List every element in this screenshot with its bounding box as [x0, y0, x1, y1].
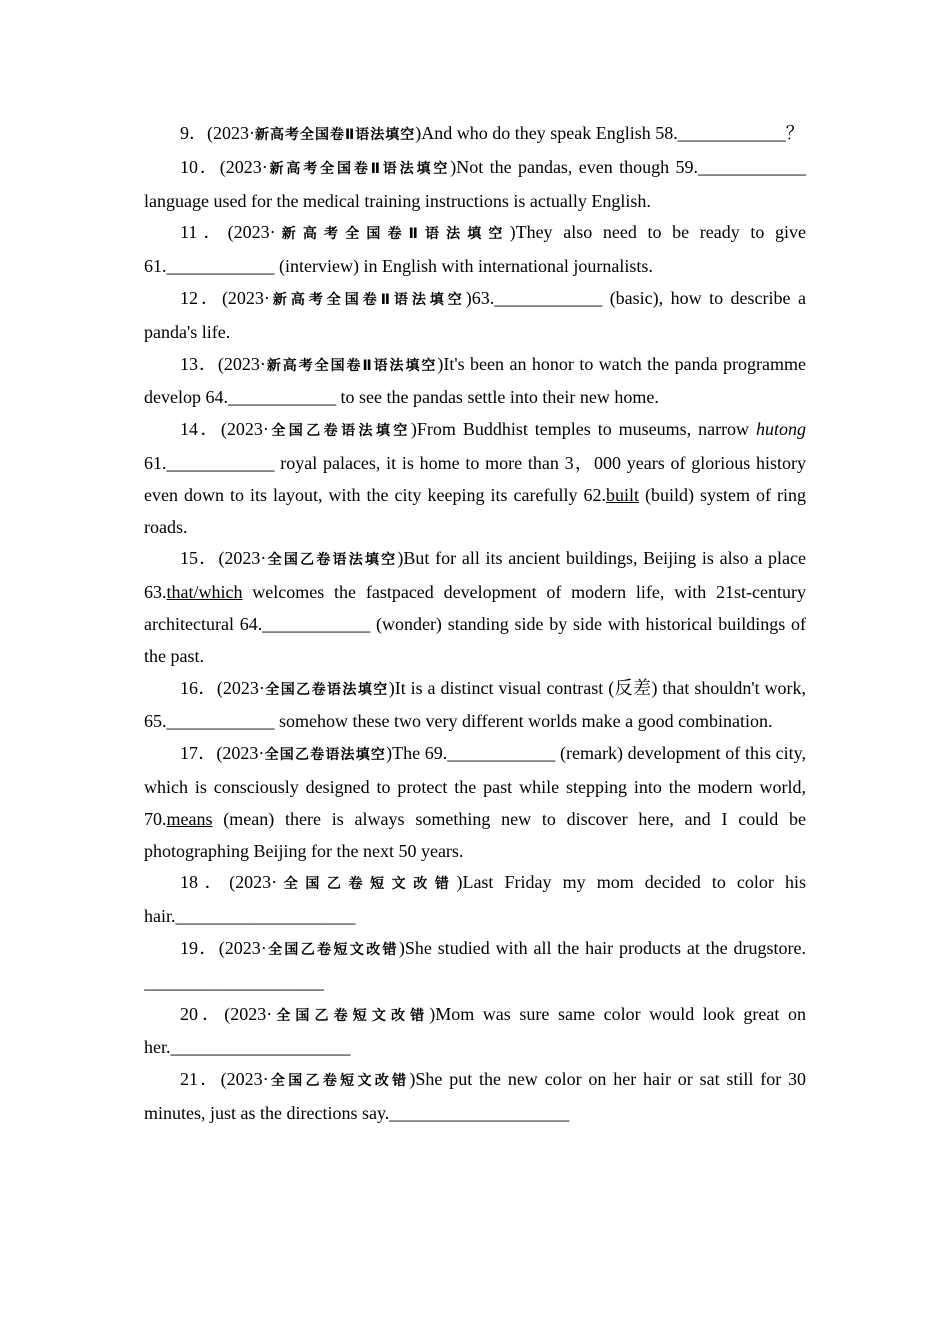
question-item [144, 283, 806, 349]
question-text: (mean) there is always something new to discover here, and I could be photographing Beijing for the next 50 years. [144, 808, 806, 861]
question-year: (2023· [216, 743, 265, 764]
question-number: 19． [180, 937, 219, 958]
question-source: 全国乙卷语法填空 [264, 681, 389, 698]
question-source: 新高考全国卷Ⅱ语法填空 [275, 226, 510, 243]
question-text: )It is a distinct visual contrast (反差) that shouldn't work, 65.____________ somehow these two very different worlds make a good combination. [144, 677, 807, 732]
question-year: (2023· [207, 123, 255, 143]
answer-text: built [605, 484, 639, 505]
question-source: 全国乙卷短文改错 [266, 941, 399, 958]
question-source: 新高考全国卷Ⅱ语法填空 [269, 291, 466, 308]
question-item [144, 738, 806, 867]
question-source: 新高考全国卷Ⅱ语法填空 [255, 127, 416, 143]
question-year: (2023· [218, 937, 267, 958]
question-source: 全国乙卷语法填空 [266, 552, 398, 569]
question-text: )From Buddhist temples to museums, narrow [410, 419, 756, 440]
question-text: )But for all its ancient buildings, Beijing is also a place 63. [144, 548, 807, 603]
question-item [144, 999, 806, 1065]
question-text: )She put the new color on her hair or sat still for 30 minutes, just as the directions say.____________________ [144, 1069, 807, 1123]
question-item [144, 673, 806, 739]
question-year: (2023· [219, 156, 268, 177]
question-year: (2023· [216, 677, 265, 698]
question-year: (2023· [227, 222, 276, 243]
question-item [144, 543, 806, 672]
question-number: 21． [180, 1069, 221, 1090]
question-text: welcomes the fastpaced development of modern life, with 21st-century architectural 64.____________ (wonder) standing side by side with historical buildings of the past. [144, 582, 806, 666]
question-text: 61.____________ royal palaces, it is home to more than 3，000 years of glorious history even down to its layout, with the city keeping its carefully 62. [144, 452, 806, 505]
question-item [144, 933, 806, 999]
answer-text: means [166, 808, 213, 829]
answer-text: that/which [166, 582, 243, 603]
question-text: )Last Friday my mom decided to color his hair.____________________ [144, 872, 806, 927]
question-source: 全国乙卷语法填空 [268, 423, 411, 440]
question-source: 新高考全国卷Ⅱ语法填空 [267, 160, 451, 177]
question-item [144, 152, 806, 218]
question-text: )It's been an honor to watch the panda programme develop 64.____________ to see the pandas settle into their new home. [144, 353, 806, 408]
question-text: )The 69.____________ (remark) development of this city, which is consciously designed to protect the past while stepping into the modern world, 70. [144, 743, 807, 829]
question-item [144, 414, 806, 543]
question-source: 全国乙卷短文改错 [268, 1073, 410, 1090]
question-text: )63.____________ (basic), how to describe a panda's life. [144, 287, 806, 342]
question-source: 新高考全国卷Ⅱ语法填空 [265, 357, 438, 374]
question-source: 全国乙卷语法填空 [264, 747, 387, 764]
question-year: (2023· [217, 353, 266, 374]
question-number: 15． [180, 548, 219, 569]
question-number: 16． [180, 677, 217, 698]
question-item [144, 349, 806, 415]
question-item [144, 867, 806, 933]
question-number: 10． [180, 156, 220, 177]
question-number: 13． [180, 353, 218, 374]
question-item [144, 217, 806, 283]
question-number: 14． [180, 419, 221, 440]
question-year: (2023· [220, 1069, 269, 1090]
question-year: (2023· [220, 419, 269, 440]
question-number: 12． [180, 287, 222, 308]
question-text: )Not the pandas, even though 59.____________ language used for the medical training instructions is actually English. [144, 156, 806, 211]
question-item [144, 1064, 806, 1130]
question-number: 9． [180, 123, 207, 143]
italic-term: hutong [756, 419, 807, 440]
question-number: 18． [180, 872, 230, 893]
question-text: (build) system of ring roads. [144, 484, 807, 537]
question-number: 17． [180, 743, 217, 764]
question-text: )They also need to be ready to give 61.____________ (interview) in English with international journalists. [144, 222, 806, 277]
question-number: 11． [180, 222, 228, 243]
question-year: (2023· [229, 872, 278, 893]
question-text: )Mom was sure same color would look great on her.____________________ [144, 1003, 806, 1058]
question-year: (2023· [221, 287, 270, 308]
question-source: 全国乙卷短文改错 [272, 1007, 430, 1024]
question-text: )She studied with all the hair products at the drugstore. ____________________ [144, 937, 807, 992]
question-item [144, 118, 806, 152]
question-year: (2023· [224, 1003, 273, 1024]
exercise-page [144, 118, 806, 1130]
question-source: 全国乙卷短文改错 [277, 876, 457, 893]
question-text: )And who do they speak English 58.____________？ [415, 123, 804, 143]
question-number: 20． [180, 1003, 225, 1024]
question-year: (2023· [218, 548, 267, 569]
